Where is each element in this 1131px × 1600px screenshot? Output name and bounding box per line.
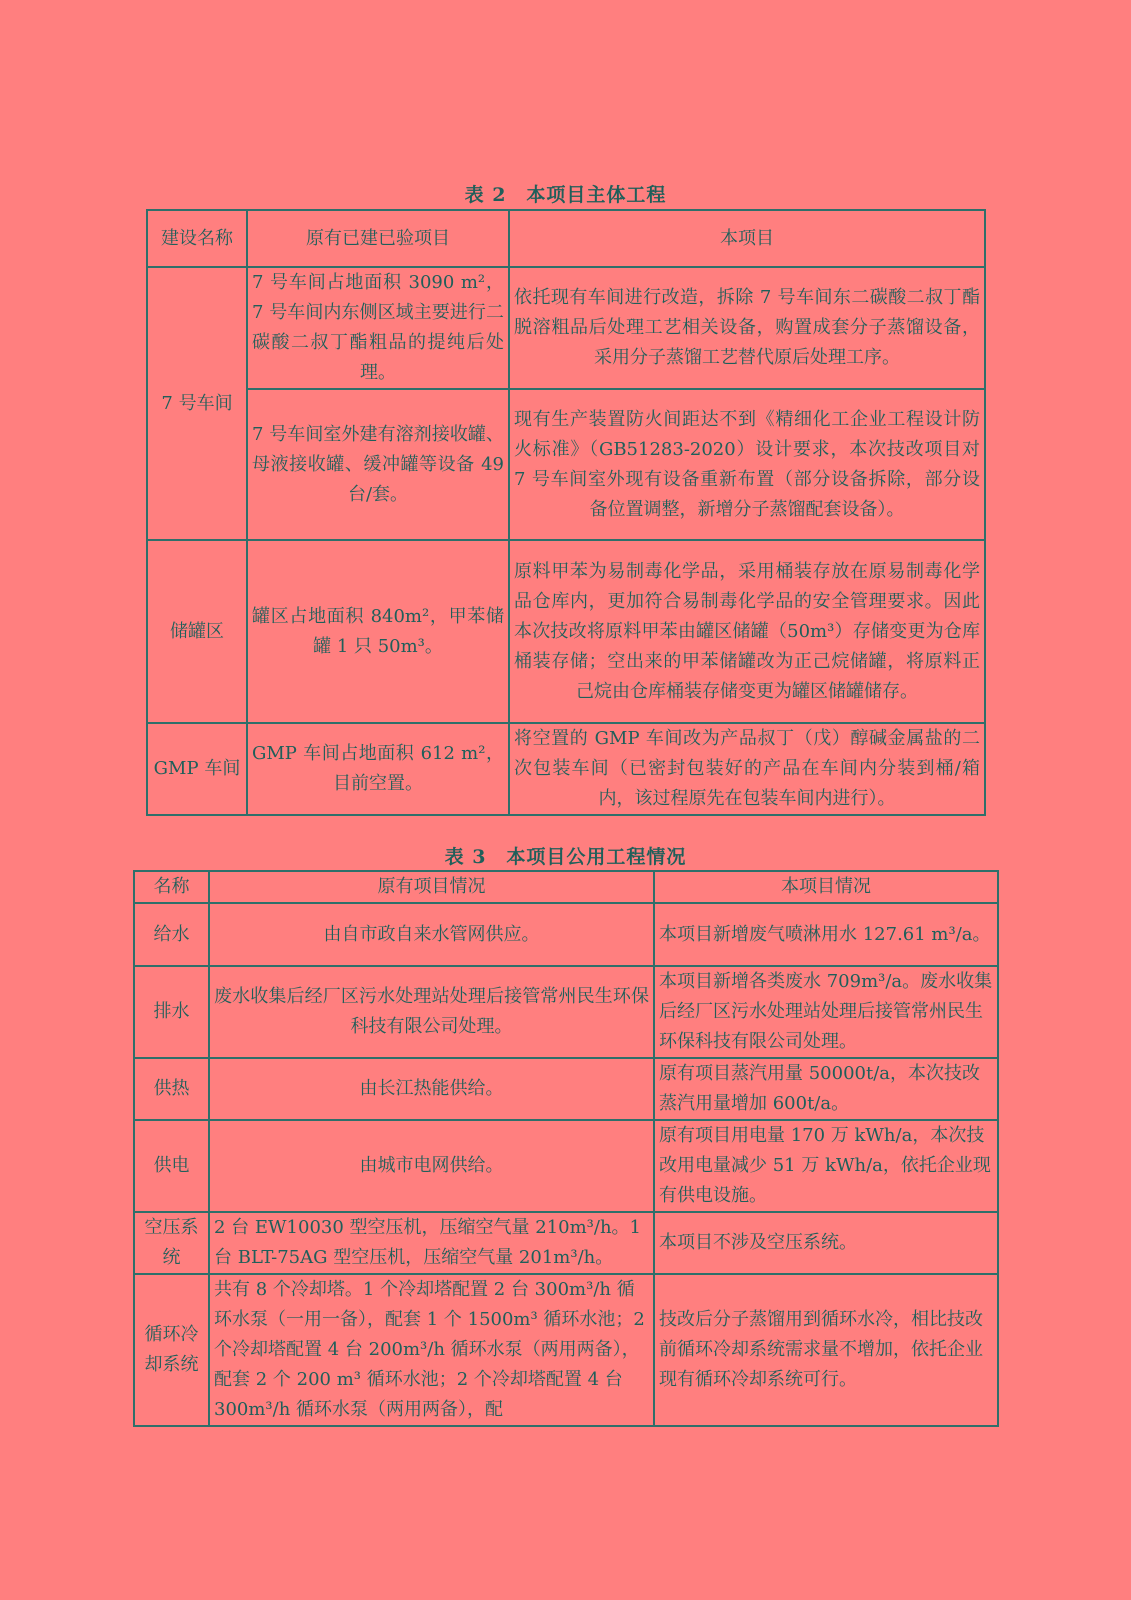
row-name-cell: 储罐区 [147,540,247,723]
project-cell: 本项目新增废气喷淋用水 127.61 m³/a。 [654,903,998,966]
project-cell: 技改后分子蒸馏用到循环水冷，相比技改前循环冷却系统需求量不增加，依托企业现有循环冷却系统可行。 [654,1274,998,1426]
existing-cell: 由城市电网供给。 [209,1120,654,1212]
table-row [134,903,998,966]
header-cell: 原有已建已验项目 [247,210,509,267]
table-row [134,1058,998,1120]
table-row [147,267,985,389]
row-name-cell: 供电 [134,1120,209,1212]
project-cell: 本项目不涉及空压系统。 [654,1212,998,1274]
table-row [134,1274,998,1426]
row-name-cell: GMP 车间 [147,723,247,815]
table-row [134,966,998,1058]
row-name-cell: 7 号车间 [147,267,247,540]
table-row [147,540,985,723]
table-utilities [133,870,999,1427]
project-cell: 本项目新增各类废水 709m³/a。废水收集后经厂区污水处理站处理后接管常州民生环保科技有限公司处理。 [654,966,998,1058]
table3-caption: 表 3 本项目公用工程情况 [444,846,687,868]
table-row [134,1212,998,1274]
header-cell: 建设名称 [147,210,247,267]
header-cell: 本项目 [509,210,985,267]
existing-cell: 由自市政自来水管网供应。 [209,903,654,966]
table-main-works [146,209,986,816]
table-row [134,1120,998,1212]
existing-cell: 由长江热能供给。 [209,1058,654,1120]
table-header-row [134,871,998,903]
project-cell: 原有项目蒸汽用量 50000t/a，本次技改蒸汽用量增加 600t/a。 [654,1058,998,1120]
existing-cell: 7 号车间占地面积 3090 m²，7 号车间内东侧区域主要进行二碳酸二叔丁酯粗品的提纯后处理。 [247,267,509,389]
table-row [147,389,985,540]
table-row [147,723,985,815]
existing-cell: 废水收集后经厂区污水处理站处理后接管常州民生环保科技有限公司处理。 [209,966,654,1058]
table2-caption: 表 2 本项目主体工程 [464,184,667,206]
project-cell: 将空置的 GMP 车间改为产品叔丁（戊）醇碱金属盐的二次包装车间（已密封包装好的产品在车间内分装到桶/箱内，该过程原先在包装车间内进行）。 [509,723,985,815]
existing-cell: 共有 8 个冷却塔。1 个冷却塔配置 2 台 300m³/h 循环水泵（一用一备），配套 1 个 1500m³ 循环水池；2 个冷却塔配置 4 台 200m³/h 循环水泵（两用两备），配套 2 个 200 m³ 循环水池；2 个冷却塔配置 4 台 300m³/h 循环水泵（两用两备），配 [209,1274,654,1426]
row-name-cell: 排水 [134,966,209,1058]
existing-cell: 2 台 EW10030 型空压机，压缩空气量 210m³/h。1 台 BLT-75AG 型空压机，压缩空气量 201m³/h。 [209,1212,654,1274]
project-cell: 现有生产装置防火间距达不到《精细化工企业工程设计防火标准》（GB51283-2020）设计要求，本次技改项目对 7 号车间室外现有设备重新布置（部分设备拆除，部分设备位置调整，新增分子蒸馏配套设备）。 [509,389,985,540]
existing-cell: 罐区占地面积 840m²，甲苯储罐 1 只 50m³。 [247,540,509,723]
table-header-row [147,210,985,267]
existing-cell: 7 号车间室外建有溶剂接收罐、母液接收罐、缓冲罐等设备 49 台/套。 [247,389,509,540]
row-name-cell: 空压系统 [134,1212,209,1274]
header-cell: 名称 [134,871,209,903]
row-name-cell: 给水 [134,903,209,966]
project-cell: 原有项目用电量 170 万 kWh/a，本次技改用电量减少 51 万 kWh/a，依托企业现有供电设施。 [654,1120,998,1212]
project-cell: 原料甲苯为易制毒化学品，采用桶装存放在原易制毒化学品仓库内，更加符合易制毒化学品的安全管理要求。因此本次技改将原料甲苯由罐区储罐（50m³）存储变更为仓库桶装存储；空出来的甲苯储罐改为正己烷储罐，将原料正己烷由仓库桶装存储变更为罐区储罐储存。 [509,540,985,723]
row-name-cell: 循环冷却系统 [134,1274,209,1426]
header-cell: 原有项目情况 [209,871,654,903]
project-cell: 依托现有车间进行改造，拆除 7 号车间东二碳酸二叔丁酯脱溶粗品后处理工艺相关设备，购置成套分子蒸馏设备，采用分子蒸馏工艺替代原后处理工序。 [509,267,985,389]
existing-cell: GMP 车间占地面积 612 m²，目前空置。 [247,723,509,815]
row-name-cell: 供热 [134,1058,209,1120]
header-cell: 本项目情况 [654,871,998,903]
